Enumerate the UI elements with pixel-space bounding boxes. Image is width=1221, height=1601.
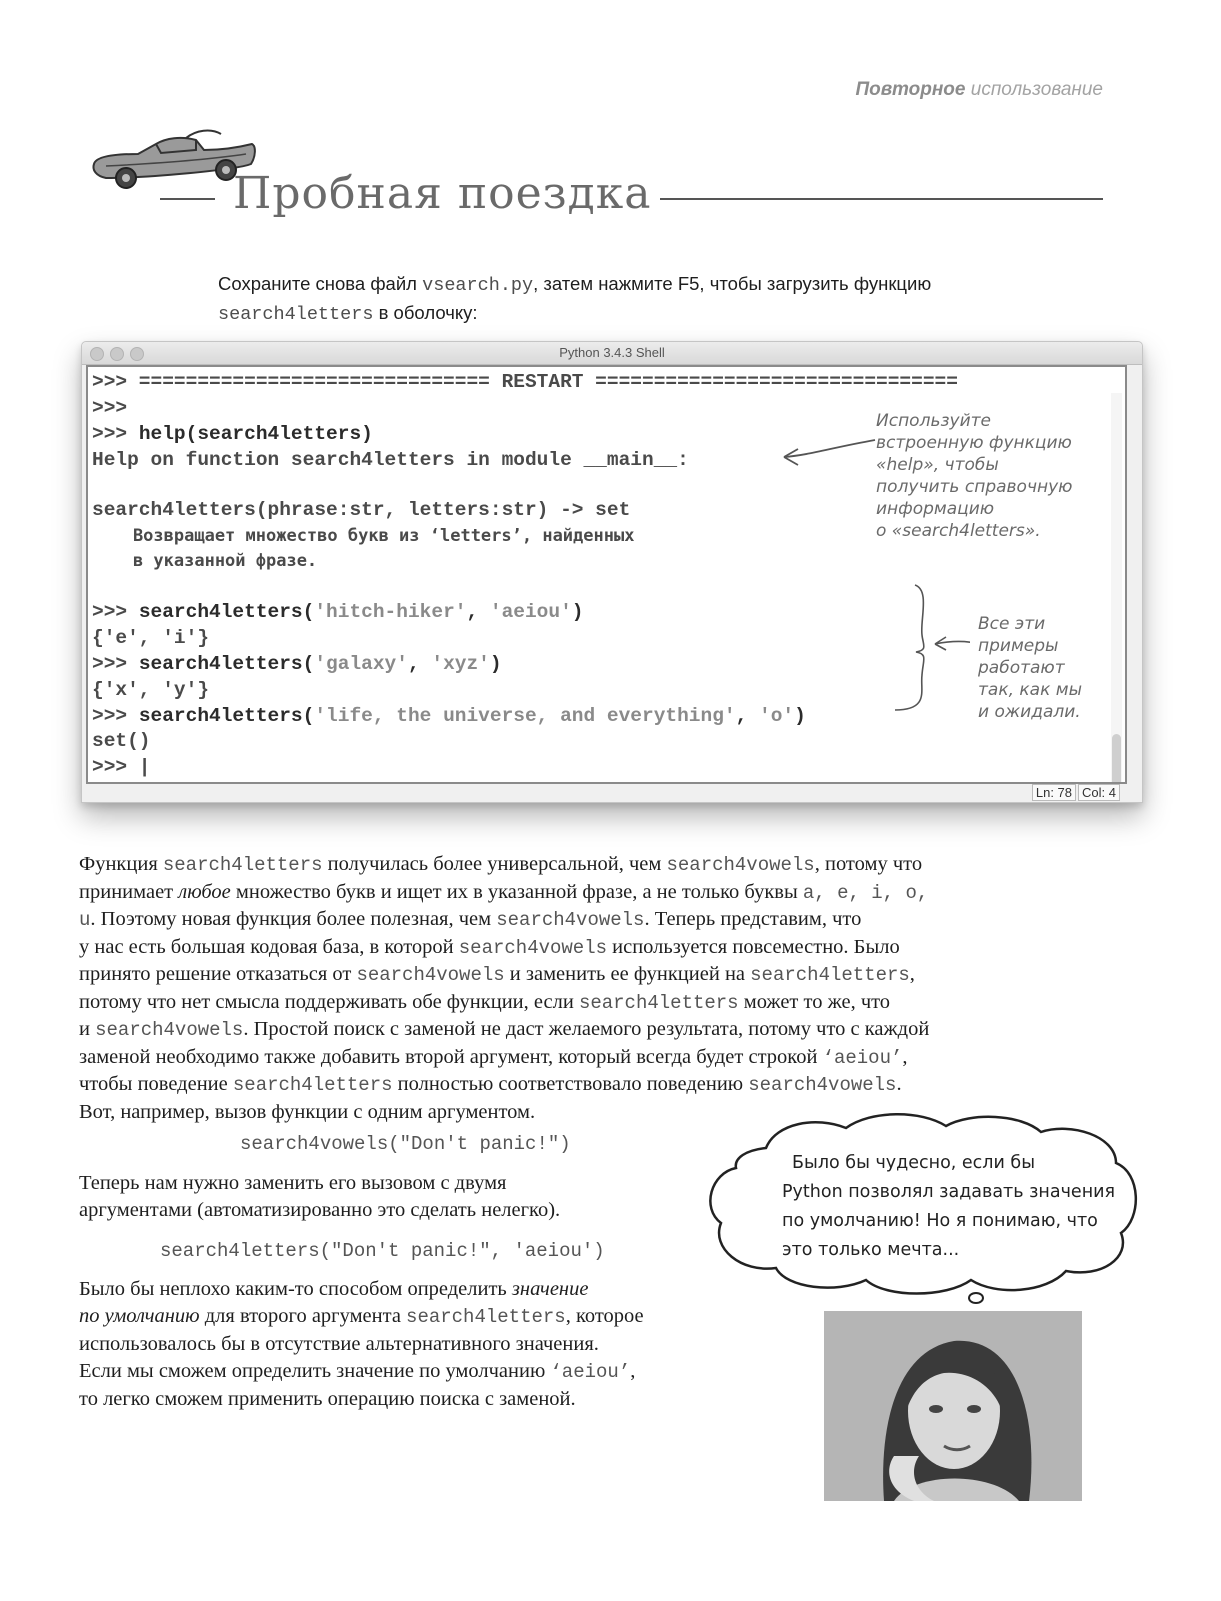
console-line: {'x', 'y'} — [92, 679, 210, 701]
text-run: , потому что — [814, 853, 923, 875]
inline-code: search4letters — [406, 1306, 566, 1328]
inline-code: search4vowels — [95, 1019, 244, 1041]
annotation-line: примеры — [978, 636, 1059, 656]
text-run: , — [902, 1045, 908, 1068]
text-run: то легко сможем применить операцию поиска с заменой. — [79, 1388, 576, 1410]
section-title: Пробная поездка — [233, 168, 652, 219]
annotation-line: получить справочную — [876, 477, 1073, 497]
text-run: и — [79, 1018, 96, 1040]
annotation-line: о «search4letters». — [876, 521, 1041, 541]
emphasis-text: по умолчанию — [79, 1305, 200, 1327]
inline-code: search4letters — [232, 1074, 393, 1096]
console-line — [92, 599, 584, 625]
text-run: у нас есть большая кодовая база, в которой — [79, 935, 459, 958]
status-bar — [1030, 784, 1120, 801]
bubble-line: Было бы чудесно, если бы — [792, 1153, 1036, 1173]
column-number: Col: 4 — [1078, 784, 1120, 801]
text-run: Функция — [79, 853, 163, 875]
console-line: set() — [92, 730, 151, 752]
body-paragraph — [79, 851, 1079, 1125]
text-run: , — [909, 963, 915, 985]
para-line — [79, 1358, 719, 1386]
string-arg: 'galaxy' — [314, 653, 408, 675]
text-run: заменой необходимо также добавить второй аргумент, который всегда будет строкой — [79, 1045, 823, 1068]
intro-part-3: в оболочку: — [373, 302, 478, 323]
annotation-line: работают — [978, 658, 1065, 678]
code: search4letters( — [138, 653, 315, 675]
inline-code: u — [79, 909, 91, 931]
window-title: Python 3.4.3 Shell — [559, 345, 665, 360]
text-run: . Поэтому новая функция более полезная, чем — [90, 908, 497, 930]
thought-bubble-text — [782, 1149, 1122, 1265]
code: ) — [571, 601, 584, 623]
text-run: принимает — [79, 880, 179, 903]
text-run: . Теперь представим, что — [644, 908, 862, 930]
intro-code-vsearch: vsearch.py — [422, 275, 534, 296]
console-line — [92, 421, 373, 447]
inline-code: search4vowels — [666, 854, 815, 876]
inline-code: a, e, i, o, — [802, 881, 929, 904]
console-scrollbar[interactable] — [1111, 393, 1122, 784]
body-line — [79, 879, 1079, 907]
text-run: Было бы неплохо каким-то способом определить — [79, 1278, 512, 1300]
text-run: потому что нет смысла поддерживать обе функции, если — [79, 990, 579, 1013]
body-line — [79, 906, 1079, 934]
inline-code: search4vowels — [458, 936, 608, 959]
inline-code: search4vowels — [748, 1074, 897, 1096]
scrollbar-thumb[interactable] — [1112, 734, 1121, 784]
bubble-line: по умолчанию! Но я понимаю, что — [782, 1211, 1098, 1231]
woman-photo — [824, 1311, 1082, 1501]
annotation-examples — [978, 613, 1082, 723]
console-line: >>> ============================== RESTART =============================== — [92, 371, 958, 393]
text-run: чтобы поведение — [79, 1073, 233, 1095]
paragraph-replace — [79, 1170, 719, 1224]
para-line — [79, 1331, 719, 1358]
inline-code: search4vowels — [496, 909, 645, 931]
text-run: и заменить ее функцией на — [504, 963, 751, 985]
text-run: для второго аргумента — [199, 1305, 407, 1327]
emphasis-text: любое — [178, 880, 231, 903]
code: , — [407, 653, 432, 675]
annotation-line: встроенную функцию — [876, 433, 1072, 453]
console-line: в указанной фразе. — [92, 551, 318, 571]
window-titlebar — [82, 342, 1142, 365]
prompt: >>> — [92, 705, 139, 727]
header-word-2: использование — [970, 79, 1103, 100]
code-example-vowels: search4vowels("Don't panic!") — [240, 1133, 571, 1155]
string-arg: 'o' — [759, 705, 795, 727]
intro-part-1: Сохраните снова файл — [218, 273, 423, 294]
emphasis-text: значение — [511, 1278, 589, 1300]
annotation-line: так, как мы — [978, 680, 1083, 700]
body-line — [79, 989, 1079, 1017]
text-run: используется повсеместно. Было — [607, 935, 900, 958]
running-header — [855, 79, 1103, 101]
text-run: Если мы сможем определить значение по умолчанию — [79, 1360, 551, 1382]
intro-text — [218, 270, 1038, 328]
code: ) — [489, 653, 502, 675]
para-line: Теперь нам нужно заменить его вызовом с двумя — [79, 1172, 507, 1194]
body-line — [79, 1071, 1079, 1099]
annotation-line: Используйте — [876, 411, 991, 431]
text-run: . Простой поиск с заменой не даст желаемого результата, потому что с каждой — [243, 1018, 930, 1040]
intro-code-search4letters: search4letters — [218, 304, 374, 325]
title-rule-right — [660, 198, 1103, 200]
text-run: использовалось бы в отсутствие альтернативного значения. — [79, 1333, 599, 1355]
console-line — [92, 703, 806, 729]
para-line — [79, 1303, 719, 1331]
code: search4letters( — [138, 705, 315, 727]
code: search4letters( — [138, 601, 315, 623]
console-line: search4letters(phrase:str, letters:str) -> set — [92, 499, 631, 521]
prompt: >>> — [92, 601, 139, 623]
console-line: >>> — [92, 397, 128, 419]
console-line: {'e', 'i'} — [92, 627, 210, 649]
body-line — [79, 1044, 1079, 1072]
code: ) — [794, 705, 806, 727]
body-line — [79, 851, 1079, 879]
inline-code: search4letters — [162, 854, 323, 876]
text-run: может то же, что — [738, 990, 891, 1013]
inline-code: ‘aeiou’ — [550, 1361, 631, 1383]
annotation-line: «help», чтобы — [876, 455, 999, 475]
code: help(search4letters) — [138, 423, 373, 445]
paragraph-default — [79, 1276, 719, 1413]
code-example-letters: search4letters("Don't panic!", 'aeiou') — [160, 1240, 605, 1262]
text-run: множество букв и ищет их в указанной фразе, а не только буквы — [230, 880, 803, 903]
bubble-line: Python позволял задавать значения — [782, 1182, 1116, 1202]
annotation-line: информацию — [876, 499, 995, 519]
string-arg: 'life, the universe, and everything' — [314, 705, 736, 727]
body-line — [79, 1016, 1079, 1044]
body-line — [79, 934, 1079, 962]
prompt: >>> — [92, 423, 139, 445]
text-run: . — [896, 1073, 902, 1095]
console-line: Help on function search4letters in module __main__: — [92, 449, 689, 471]
annotation-arrows — [770, 420, 970, 730]
inline-code: search4vowels — [356, 964, 505, 986]
text-run: полностью соответствовало поведению — [392, 1073, 749, 1095]
title-rule-left — [160, 198, 215, 200]
inline-code: search4letters — [578, 991, 739, 1014]
para-line — [79, 1386, 719, 1413]
prompt: >>> — [92, 653, 139, 675]
string-arg: 'xyz' — [431, 653, 490, 675]
string-arg: 'aeiou' — [489, 601, 572, 623]
intro-part-2: , затем нажмите F5, чтобы загрузить функцию — [533, 273, 932, 294]
header-word-1: Повторное — [855, 79, 966, 100]
text-run: , которое — [565, 1305, 644, 1327]
annotation-line: и ожидали. — [978, 702, 1081, 722]
console-input-line[interactable]: >>> | — [92, 756, 151, 778]
string-arg: 'hitch-hiker' — [314, 601, 467, 623]
para-line — [79, 1276, 719, 1303]
code: , — [735, 705, 760, 727]
console-line: Возвращает множество букв из ‘letters’, найденных — [92, 526, 635, 546]
bubble-line: это только мечта... — [782, 1240, 960, 1260]
para-line: аргументами (автоматизированно это сделать нелегко). — [79, 1199, 561, 1221]
body-line — [79, 961, 1079, 989]
code: , — [466, 601, 490, 623]
text-run: Вот, например, вызов функции с одним аргументом. — [79, 1100, 536, 1123]
annotation-line: Все эти — [978, 614, 1046, 634]
text-run: , — [630, 1360, 636, 1382]
inline-code: ‘aeiou’ — [822, 1046, 903, 1069]
inline-code: search4letters — [750, 964, 910, 986]
console-line — [92, 651, 502, 677]
text-run: получилась более универсальной, чем — [322, 853, 667, 875]
line-number: Ln: 78 — [1032, 784, 1076, 801]
text-run: принято решение отказаться от — [79, 963, 357, 985]
